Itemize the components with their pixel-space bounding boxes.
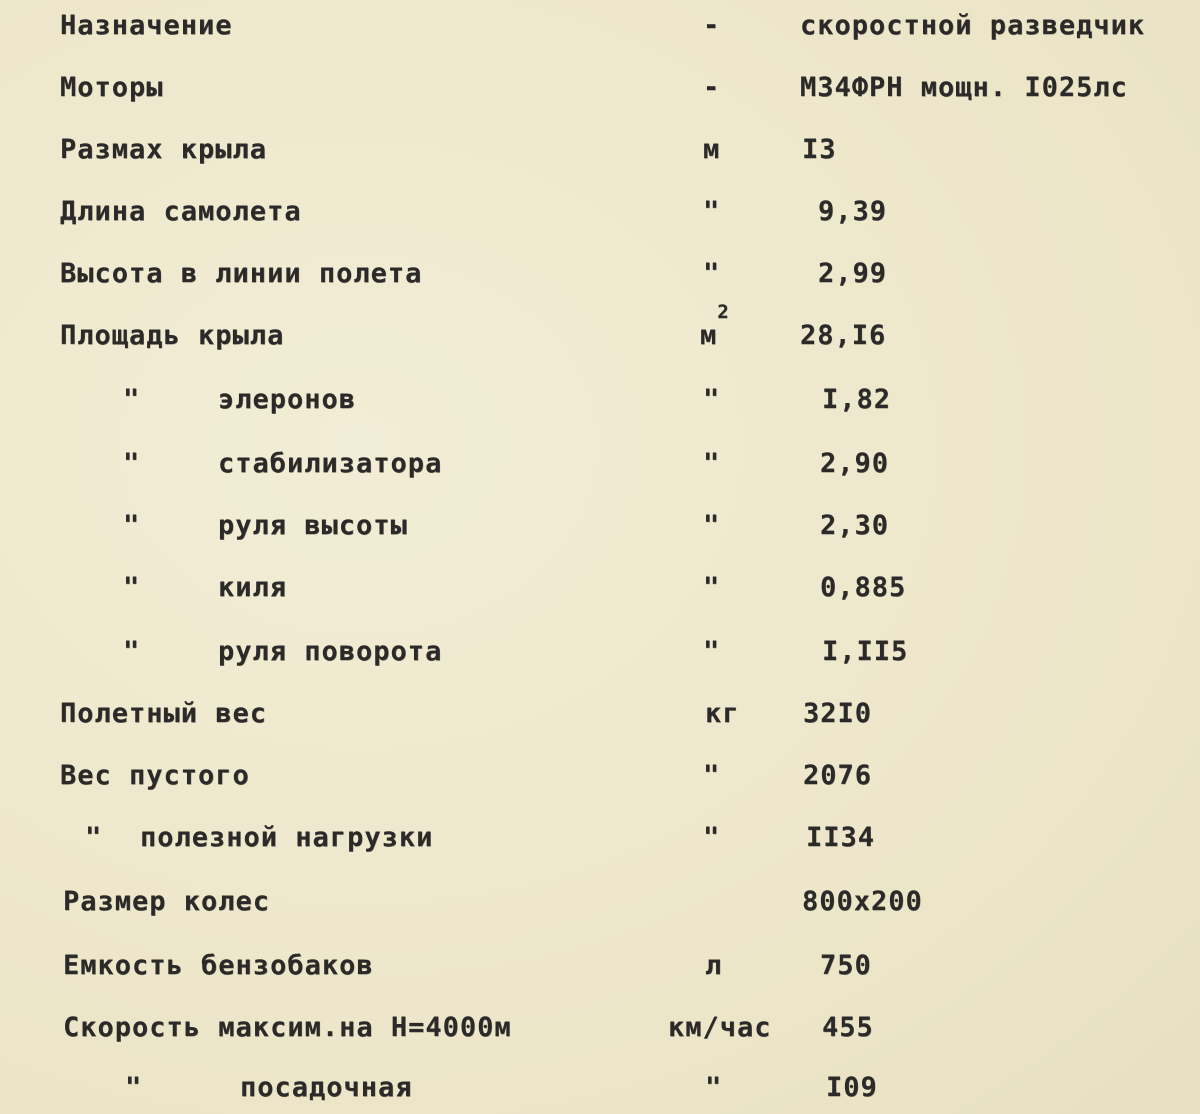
spec-unit: " xyxy=(703,196,721,227)
ditto-mark: " xyxy=(125,1072,143,1103)
spec-unit: " xyxy=(703,384,721,415)
spec-value: I3 xyxy=(802,134,837,165)
spec-unit-m2 xyxy=(700,301,730,356)
spec-value: 9,39 xyxy=(818,196,888,227)
spec-row-fuel-capacity xyxy=(0,946,1200,1008)
spec-value: 28,I6 xyxy=(800,320,887,351)
spec-value: 800х200 xyxy=(802,886,923,917)
spec-label: Скорость максим.на Н=4000м xyxy=(63,1012,512,1043)
spec-row-elevator xyxy=(0,506,1200,568)
spec-unit: " xyxy=(703,636,721,667)
spec-row-engines xyxy=(0,68,1200,130)
spec-unit: " xyxy=(703,258,721,289)
spec-row-stabilizer xyxy=(0,444,1200,506)
spec-row-length xyxy=(0,192,1200,254)
spec-label: киля xyxy=(218,572,288,603)
spec-unit-superscript: 2 xyxy=(717,301,730,323)
spec-unit: " xyxy=(705,1072,723,1103)
spec-unit: м xyxy=(703,134,721,165)
spec-label: Емкость бензобаков xyxy=(63,950,374,981)
spec-value: 750 xyxy=(820,950,872,981)
spec-row-payload xyxy=(0,818,1200,880)
spec-row-height xyxy=(0,254,1200,316)
spec-label: Размах крыла xyxy=(60,134,268,165)
spec-label: Размер колес xyxy=(63,886,271,917)
spec-value: I09 xyxy=(826,1072,878,1103)
spec-label: стабилизатора xyxy=(218,448,443,479)
spec-value: II34 xyxy=(806,822,876,853)
spec-value: 2,99 xyxy=(818,258,888,289)
spec-row-fin xyxy=(0,568,1200,630)
spec-row-wheel-size xyxy=(0,882,1200,944)
spec-unit: - xyxy=(703,72,721,103)
spec-row-ailerons xyxy=(0,380,1200,442)
spec-unit: " xyxy=(703,510,721,541)
spec-label: Высота в линии полета xyxy=(60,258,423,289)
spec-label: Моторы xyxy=(60,72,164,103)
spec-value: 2076 xyxy=(803,760,873,791)
spec-unit: м xyxy=(700,320,718,351)
spec-value: I,II5 xyxy=(822,636,909,667)
spec-label: Вес пустого xyxy=(60,760,250,791)
spec-unit: " xyxy=(703,822,721,853)
spec-row-max-speed xyxy=(0,1008,1200,1070)
spec-row-empty-weight xyxy=(0,756,1200,818)
spec-row-landing-speed xyxy=(0,1068,1200,1114)
spec-value: 455 xyxy=(822,1012,874,1043)
spec-unit: " xyxy=(703,448,721,479)
spec-value: скоростной разведчик xyxy=(800,10,1146,41)
ditto-mark: " xyxy=(123,510,141,541)
ditto-mark: " xyxy=(123,448,141,479)
spec-label: Назначение xyxy=(60,10,233,41)
spec-row-flight-weight xyxy=(0,694,1200,756)
spec-label: элеронов xyxy=(218,384,357,415)
spec-value: М34ФРН мощн. I025лс xyxy=(800,72,1128,103)
spec-label: Полетный вес xyxy=(60,698,268,729)
spec-label: Площадь крыла xyxy=(60,320,285,351)
spec-row-wing-area xyxy=(0,301,1200,378)
spec-label: руля высоты xyxy=(218,510,408,541)
spec-value: 2,30 xyxy=(820,510,890,541)
spec-unit: " xyxy=(703,572,721,603)
spec-unit: " xyxy=(703,760,721,791)
spec-label: полезной нагрузки xyxy=(140,822,434,853)
spec-label: посадочная xyxy=(240,1072,413,1103)
spec-unit: - xyxy=(703,10,721,41)
spec-label: Длина самолета xyxy=(60,196,302,227)
spec-value: I,82 xyxy=(822,384,892,415)
spec-value: 0,885 xyxy=(820,572,907,603)
ditto-mark: " xyxy=(123,572,141,603)
spec-row-rudder xyxy=(0,632,1200,694)
ditto-mark: " xyxy=(123,384,141,415)
spec-value: 2,90 xyxy=(820,448,890,479)
spec-row-purpose xyxy=(0,6,1200,68)
spec-unit: л xyxy=(705,950,723,981)
spec-row-wingspan xyxy=(0,130,1200,192)
spec-value: 32I0 xyxy=(803,698,873,729)
spec-label: руля поворота xyxy=(218,636,443,667)
ditto-mark: " xyxy=(85,822,103,853)
spec-unit: кг xyxy=(705,698,740,729)
ditto-mark: " xyxy=(123,636,141,667)
spec-unit: км/час xyxy=(668,1012,772,1043)
